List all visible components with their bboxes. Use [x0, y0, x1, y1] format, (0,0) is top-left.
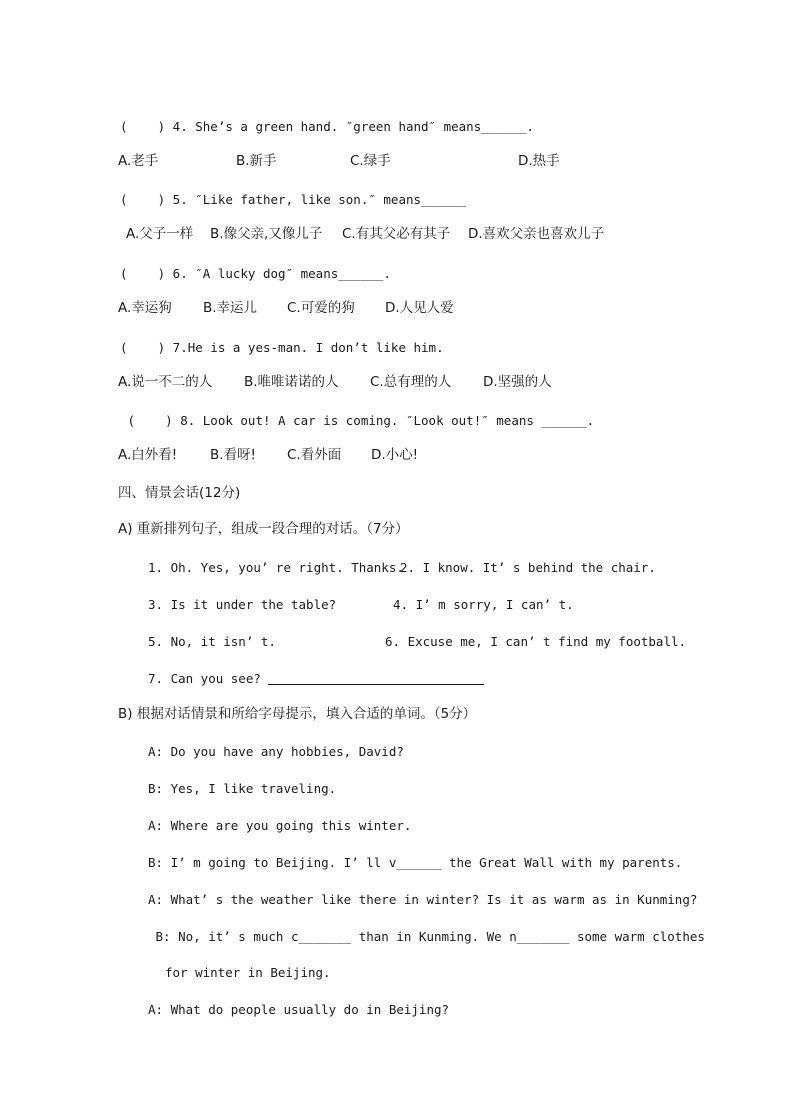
dialogue-line-6: B: No, it’ s much c_______ than in Kunming. We n_______ some warm clothes — [148, 929, 705, 944]
question-7-option-b: B.唯唯诺诺的人 — [244, 374, 339, 390]
question-5-option-d: D.喜欢父亲也喜欢儿子 — [468, 226, 605, 242]
dialogue-line-1: A: Do you have any hobbies, David? — [148, 744, 404, 759]
dialogue-item-1: 1. Oh. Yes, you’ re right. Thanks. — [148, 560, 404, 575]
question-7-option-d: D.坚强的人 — [483, 374, 552, 390]
dialogue-line-8: A: What do people usually do in Beijing? — [148, 1002, 450, 1017]
question-6-option-b: B.幸运儿 — [203, 300, 258, 316]
question-5-option-c: C.有其父必有其子 — [342, 226, 451, 242]
dialogue-line-2: B: Yes, I like traveling. — [148, 781, 337, 796]
question-8-option-a: A.白外看! — [118, 447, 178, 463]
dialogue-item-2: 2. I know. It’ s behind the chair. — [400, 560, 656, 575]
dialogue-line-3: A: Where are you going this winter. — [148, 818, 412, 833]
question-4-option-c: C.绿手 — [350, 153, 391, 169]
question-8-stem: ( ) 8. Look out! A car is coming. ″Look out!″ means ______. — [120, 413, 595, 428]
question-6-option-a: A.幸运狗 — [118, 300, 172, 316]
question-5-option-b: B.像父亲,又像儿子 — [210, 226, 323, 242]
question-6-option-c: C.可爱的狗 — [287, 300, 355, 316]
question-5-option-a: A.父子一样 — [126, 226, 194, 242]
question-7-stem: ( ) 7.He is a yes-man. I don’t like him. — [120, 340, 444, 355]
dialogue-item-7: 7. Can you see? — [148, 671, 261, 686]
dialogue-line-4: B: I’ m going to Beijing. I’ ll v______ the Great Wall with my parents. — [148, 855, 683, 870]
dialogue-line-5: A: What’ s the weather like there in winter? Is it as warm as in Kunming? — [148, 892, 698, 907]
question-8-option-b: B.看呀! — [210, 447, 256, 463]
question-8-option-d: D.小心! — [371, 447, 419, 463]
question-7-option-a: A.说一不二的人 — [118, 374, 213, 390]
dialogue-item-3: 3. Is it under the table? — [148, 597, 337, 612]
question-6-option-d: D.人见人爱 — [385, 300, 454, 316]
answer-blank-line[interactable] — [268, 684, 484, 685]
dialogue-item-4: 4. I’ m sorry, I can’ t. — [393, 597, 574, 612]
dialogue-item-6: 6. Excuse me, I can’ t find my football. — [385, 634, 687, 649]
question-7-option-c: C.总有理的人 — [370, 374, 452, 390]
question-4-stem: ( ) 4. She’s a green hand. ″green hand″ means______. — [120, 119, 534, 134]
question-6-stem: ( ) 6. ″A lucky dog″ means______. — [120, 266, 391, 281]
dialogue-item-5: 5. No, it isn’ t. — [148, 634, 276, 649]
section-4-title: 四、情景会话(12分) — [118, 485, 241, 501]
section-4-part-b-instruction: B) 根据对话情景和所给字母提示，填入合适的单词。（5分） — [118, 706, 477, 722]
question-8-option-c: C.看外面 — [287, 447, 342, 463]
question-4-option-b: B.新手 — [236, 153, 277, 169]
dialogue-line-7: for winter in Beijing. — [165, 965, 331, 980]
question-5-stem: ( ) 5. ″Like father, like son.″ means______ — [120, 192, 467, 207]
section-4-part-a-instruction: A) 重新排列句子，组成一段合理的对话。（7分） — [118, 521, 409, 537]
question-4-option-a: A.老手 — [118, 153, 159, 169]
question-4-option-d: D.热手 — [518, 153, 560, 169]
